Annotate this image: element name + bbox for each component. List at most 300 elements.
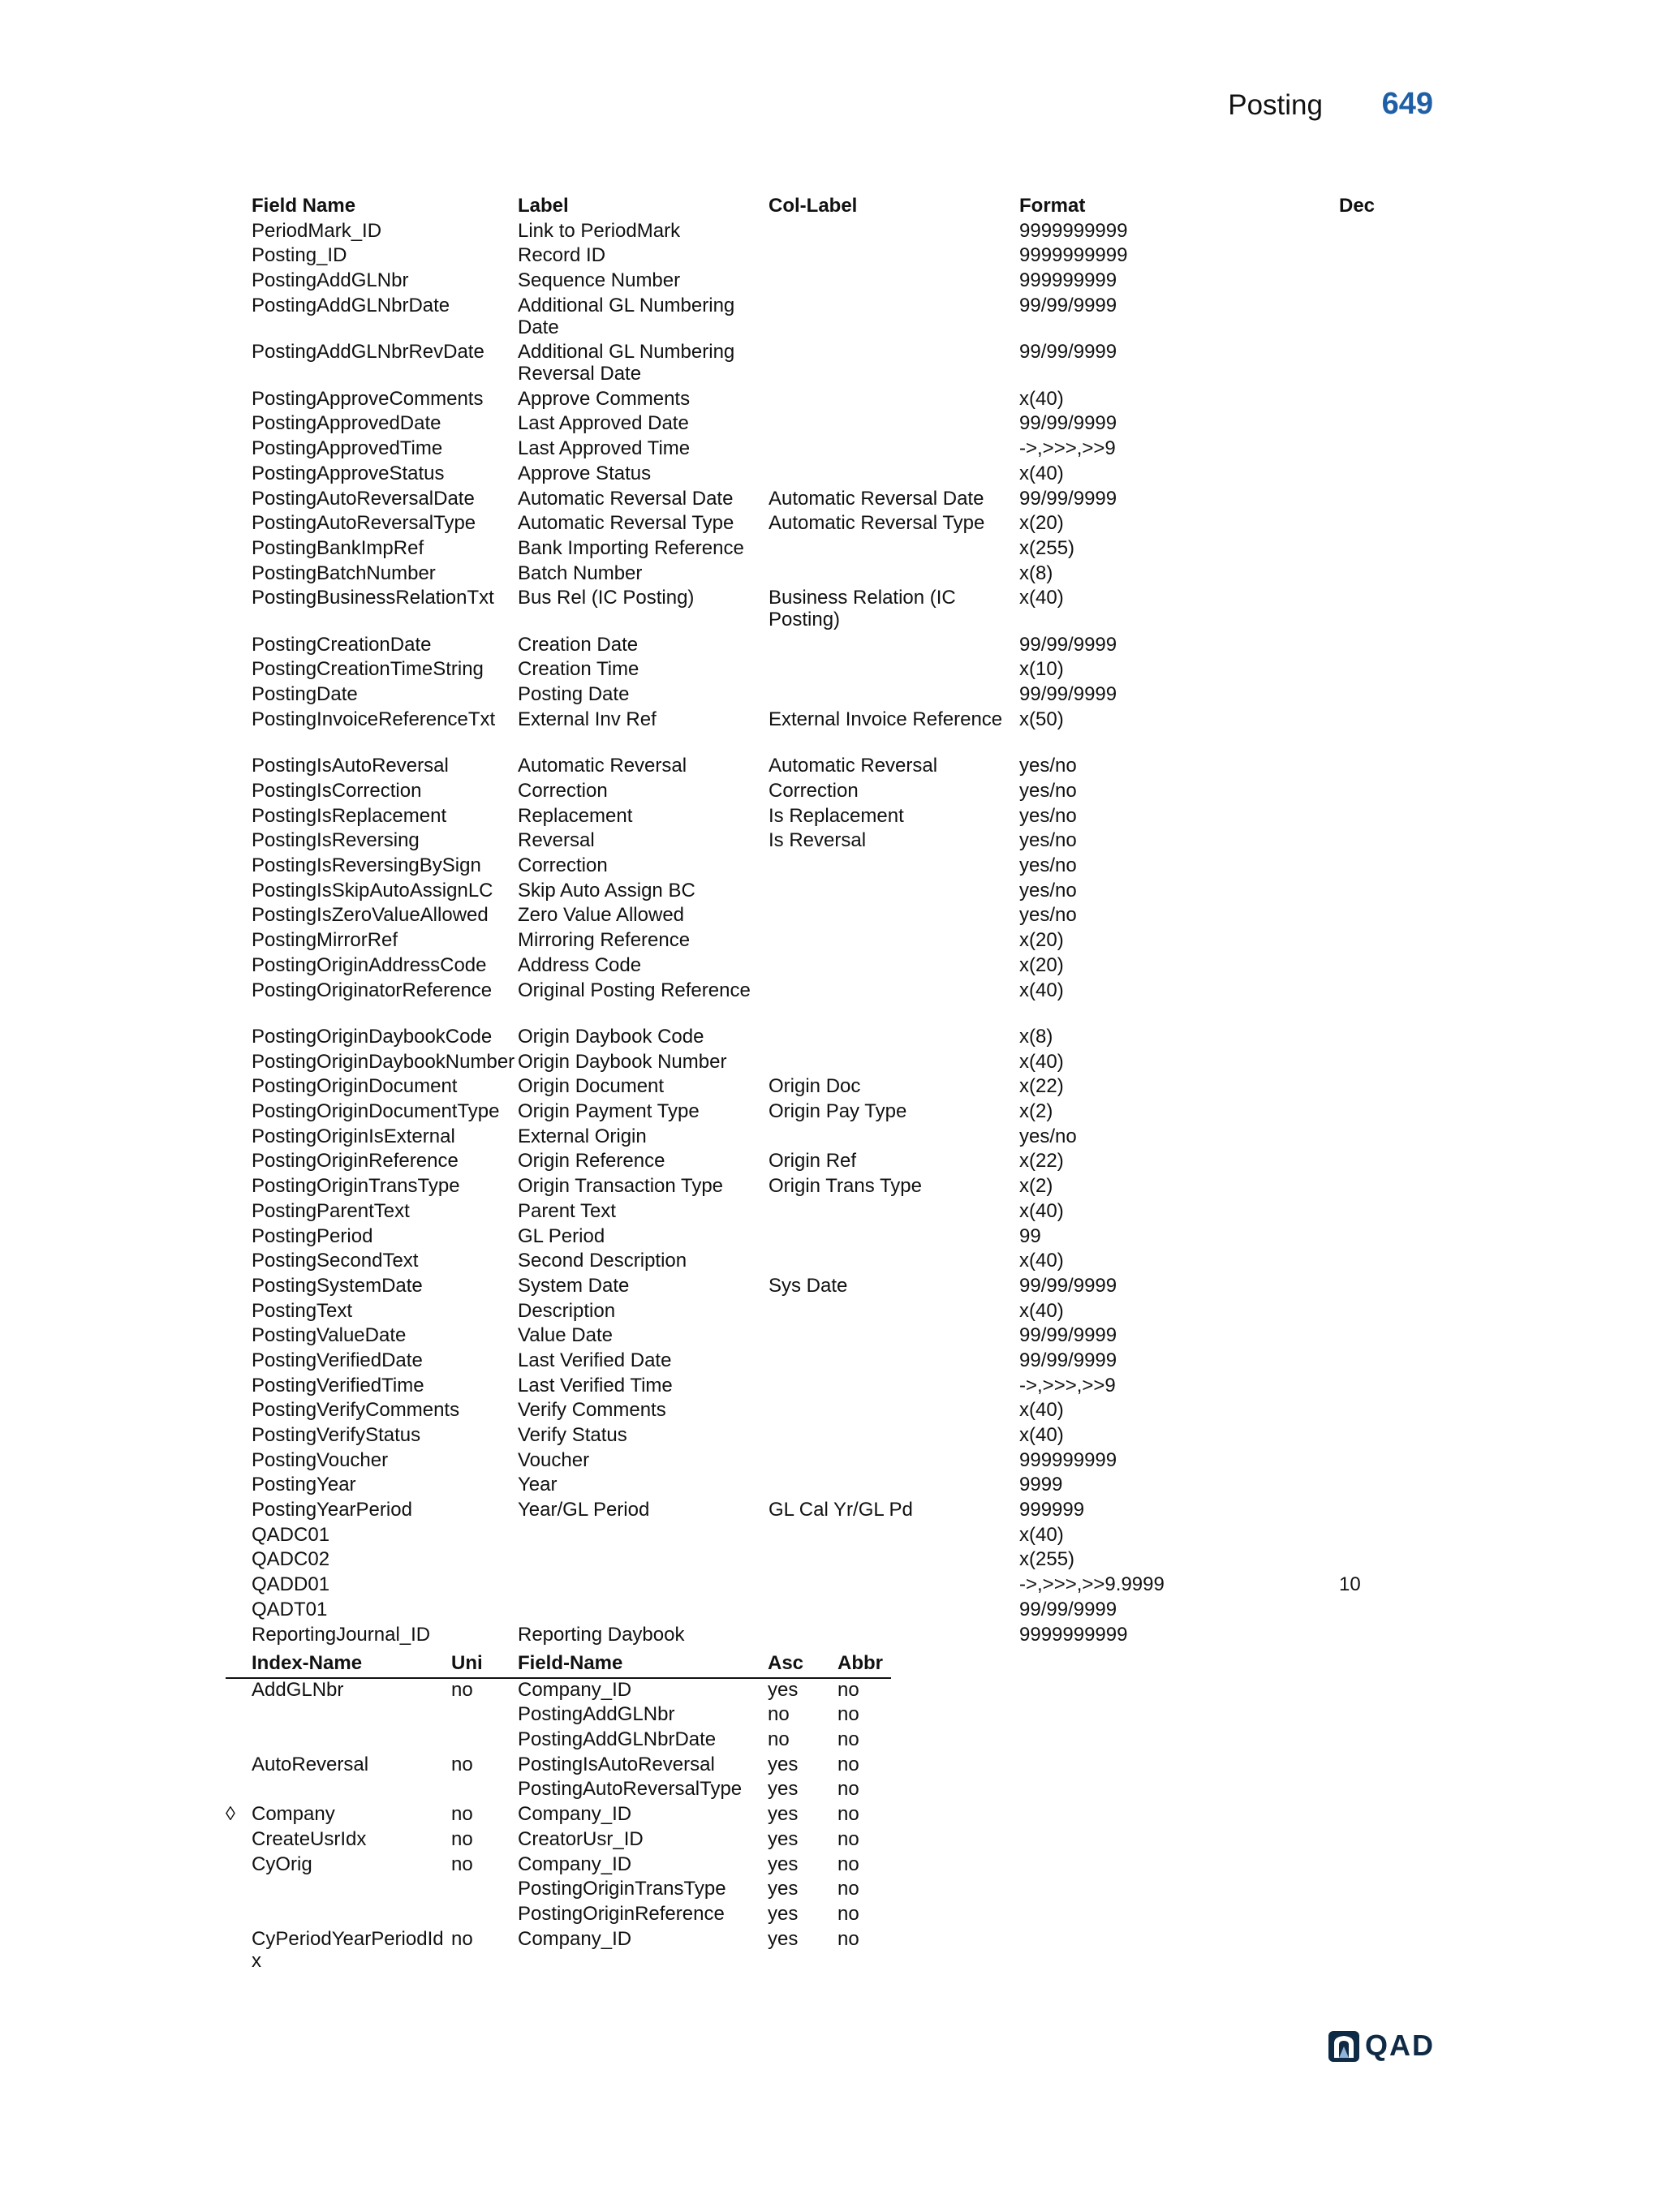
field-name-cell: PostingOriginAddressCode: [252, 953, 487, 976]
abbr-cell: no: [837, 1878, 859, 1900]
dec-cell: 10: [1339, 1573, 1361, 1596]
field-name-cell: PostingSecondText: [252, 1250, 419, 1272]
field-row: [252, 1399, 1420, 1424]
format-cell: 99/99/9999: [1019, 1349, 1117, 1371]
field-name-cell: PostingParentText: [252, 1199, 410, 1222]
field-row: [252, 1075, 1420, 1100]
index-name-cell: CyPeriodYearPeriodIdx: [252, 1927, 444, 1972]
field-name-cell: PostingIsAutoReversal: [252, 755, 449, 777]
index-row: [226, 1703, 891, 1728]
index-table-header: [226, 1652, 891, 1679]
field-row: [252, 780, 1420, 805]
header-field-name: Field-Name: [518, 1652, 623, 1674]
header-dec: Dec: [1339, 195, 1376, 217]
label-cell: Origin Daybook Code: [518, 1026, 704, 1048]
field-row: [252, 634, 1420, 659]
asc-cell: yes: [768, 1927, 799, 1950]
field-name-cell: PostingYearPeriod: [252, 1499, 412, 1521]
format-cell: x(40): [1019, 1199, 1064, 1222]
field-name-cell: PostingYear: [252, 1474, 356, 1496]
format-cell: 9999999999: [1019, 244, 1128, 267]
field-row: [252, 1275, 1420, 1300]
header-col-label: Col-Label: [769, 195, 858, 217]
col-label-cell: Origin Trans Type: [769, 1175, 922, 1198]
header-uni: Uni: [451, 1652, 483, 1674]
label-cell: Automatic Reversal: [518, 755, 687, 777]
format-cell: x(40): [1019, 1299, 1064, 1322]
index-name-cell: AutoReversal: [252, 1753, 369, 1775]
field-row: [252, 979, 1420, 1026]
label-cell: External Inv Ref: [518, 708, 657, 730]
label-cell: Address Code: [518, 953, 642, 976]
field-row: [252, 1125, 1420, 1151]
field-name-cell: ReportingJournal_ID: [252, 1623, 431, 1646]
label-cell: GL Period: [518, 1224, 605, 1247]
format-cell: x(20): [1019, 512, 1064, 535]
uni-cell: no: [451, 1927, 473, 1950]
format-cell: yes/no: [1019, 829, 1077, 852]
abbr-cell: no: [837, 1827, 859, 1850]
field-name-cell: PostingIsReversingBySign: [252, 854, 481, 877]
index-row: [226, 1878, 891, 1903]
field-row: [252, 587, 1420, 634]
index-row: [226, 1778, 891, 1803]
label-cell: Original Posting Reference: [518, 979, 751, 1001]
format-cell: yes/no: [1019, 904, 1077, 927]
label-cell: Additional GL Numbering Reversal Date: [518, 341, 735, 385]
format-cell: 9999999999: [1019, 219, 1128, 242]
field-row: [252, 1474, 1420, 1499]
format-cell: 99/99/9999: [1019, 294, 1117, 316]
label-cell: Correction: [518, 780, 608, 802]
field-name-cell: PostingIsSkipAutoAssignLC: [252, 879, 493, 902]
field-name-cell: PostingValueDate: [252, 1324, 407, 1347]
field-row: [252, 880, 1420, 905]
field-row: [252, 1175, 1420, 1200]
format-cell: x(20): [1019, 929, 1064, 952]
field-name-cell: PostingIsCorrection: [252, 780, 422, 802]
field-row: [252, 1026, 1420, 1051]
field-name-cell: PostingOriginTransType: [252, 1175, 460, 1198]
field-name-cell: QADD01: [252, 1573, 330, 1596]
label-cell: Description: [518, 1299, 616, 1322]
field-row: [252, 1200, 1420, 1225]
field-row: [252, 295, 1420, 342]
format-cell: x(40): [1019, 1250, 1064, 1272]
label-cell: Year: [518, 1474, 558, 1496]
label-cell: Replacement: [518, 804, 633, 827]
field-name-cell: PostingAutoReversalType: [518, 1778, 743, 1801]
format-cell: 99/99/9999: [1019, 1598, 1117, 1620]
label-cell: Approve Comments: [518, 387, 691, 410]
field-name-cell: PostingAddGLNbrRevDate: [252, 341, 484, 364]
field-row: [252, 1300, 1420, 1325]
field-name-cell: PostingAddGLNbrDate: [252, 294, 450, 316]
col-label-cell: Sys Date: [769, 1274, 848, 1297]
field-row: [252, 412, 1420, 437]
format-cell: x(40): [1019, 587, 1064, 609]
index-row: [226, 1928, 891, 1975]
label-cell: Record ID: [518, 244, 606, 267]
index-row: [226, 1803, 891, 1828]
field-name-cell: PostingInvoiceReferenceTxt: [252, 708, 496, 730]
format-cell: yes/no: [1019, 879, 1077, 902]
format-cell: x(40): [1019, 387, 1064, 410]
format-cell: x(10): [1019, 658, 1064, 681]
field-row: [252, 954, 1420, 979]
qad-logo: [1328, 2030, 1448, 2063]
format-cell: x(22): [1019, 1075, 1064, 1098]
label-cell: Reversal: [518, 829, 595, 852]
field-name-cell: PostingApproveStatus: [252, 462, 445, 484]
field-name-cell: PostingIsAutoReversal: [518, 1753, 715, 1775]
index-name-cell: Company: [252, 1803, 335, 1826]
header-abbr: Abbr: [837, 1652, 883, 1674]
label-cell: Second Description: [518, 1250, 687, 1272]
field-row: [252, 388, 1420, 413]
field-name-cell: PostingVerifyStatus: [252, 1424, 421, 1446]
format-cell: x(40): [1019, 1399, 1064, 1422]
field-row: [252, 1100, 1420, 1125]
abbr-cell: no: [837, 1703, 859, 1726]
label-cell: Year/GL Period: [518, 1499, 650, 1521]
format-cell: 99/99/9999: [1019, 487, 1117, 510]
uni-cell: no: [451, 1753, 473, 1775]
col-label-cell: Origin Pay Type: [769, 1100, 907, 1123]
format-cell: yes/no: [1019, 1125, 1077, 1147]
field-name-cell: PostingPeriod: [252, 1224, 373, 1247]
format-cell: yes/no: [1019, 854, 1077, 877]
format-cell: 99/99/9999: [1019, 1274, 1117, 1297]
abbr-cell: no: [837, 1753, 859, 1775]
field-name-cell: PostingOriginIsExternal: [252, 1125, 455, 1147]
field-name-cell: PostingCreationDate: [252, 633, 432, 656]
asc-cell: yes: [768, 1778, 799, 1801]
format-cell: x(8): [1019, 562, 1053, 584]
field-name-cell: PostingApprovedDate: [252, 412, 441, 435]
col-label-cell: Business Relation (IC Posting): [769, 587, 956, 631]
field-row: [252, 1225, 1420, 1250]
field-row: [252, 1150, 1420, 1175]
format-cell: yes/no: [1019, 755, 1077, 777]
abbr-cell: no: [837, 1927, 859, 1950]
field-row: [252, 463, 1420, 488]
header-asc: Asc: [768, 1652, 804, 1674]
label-cell: Sequence Number: [518, 269, 681, 292]
format-cell: 9999: [1019, 1474, 1063, 1496]
label-cell: Origin Reference: [518, 1150, 665, 1173]
format-cell: 99/99/9999: [1019, 1324, 1117, 1347]
label-cell: System Date: [518, 1274, 630, 1297]
field-row: [252, 1324, 1420, 1349]
field-name-cell: CreatorUsr_ID: [518, 1827, 644, 1850]
field-row: [252, 244, 1420, 269]
uni-cell: no: [451, 1678, 473, 1701]
label-cell: Reporting Daybook: [518, 1623, 685, 1646]
format-cell: 999999999: [1019, 269, 1117, 292]
index-name-cell: CreateUsrIdx: [252, 1827, 367, 1850]
field-name-cell: PostingOriginDocument: [252, 1075, 458, 1098]
label-cell: Automatic Reversal Date: [518, 487, 734, 510]
format-cell: x(40): [1019, 979, 1064, 1001]
format-cell: 999999999: [1019, 1448, 1117, 1471]
label-cell: Bank Importing Reference: [518, 536, 744, 559]
field-name-cell: PostingAddGLNbr: [252, 269, 409, 292]
format-cell: 99/99/9999: [1019, 412, 1117, 435]
label-cell: Posting Date: [518, 683, 630, 706]
field-row: [252, 805, 1420, 830]
format-cell: yes/no: [1019, 780, 1077, 802]
format-cell: x(255): [1019, 1548, 1075, 1571]
field-row: [252, 1624, 1420, 1649]
format-cell: x(22): [1019, 1150, 1064, 1173]
index-name-cell: AddGLNbr: [252, 1678, 344, 1701]
field-name-cell: PostingApproveComments: [252, 387, 484, 410]
field-row: [252, 1424, 1420, 1449]
field-row: [252, 269, 1420, 295]
field-row: [252, 829, 1420, 854]
label-cell: External Origin: [518, 1125, 647, 1147]
asc-cell: yes: [768, 1827, 799, 1850]
col-label-cell: Is Reversal: [769, 829, 867, 852]
label-cell: Last Verified Date: [518, 1349, 672, 1371]
format-cell: x(2): [1019, 1175, 1053, 1198]
section-title: Posting: [1228, 89, 1323, 121]
field-name-cell: PostingSystemDate: [252, 1274, 423, 1297]
field-name-cell: PostingVerifiedTime: [252, 1374, 424, 1396]
uni-cell: no: [451, 1803, 473, 1826]
field-name-cell: PostingDate: [252, 683, 358, 706]
format-cell: 99/99/9999: [1019, 683, 1117, 706]
field-row: [252, 1499, 1420, 1524]
label-cell: Additional GL Numbering Date: [518, 294, 735, 338]
field-name-cell: QADC02: [252, 1548, 330, 1571]
label-cell: Creation Time: [518, 658, 639, 681]
label-cell: Correction: [518, 854, 608, 877]
field-row: [252, 708, 1420, 755]
field-name-cell: PostingBatchNumber: [252, 562, 436, 584]
format-cell: x(255): [1019, 536, 1075, 559]
field-row: [252, 929, 1420, 954]
header-format: Format: [1019, 195, 1086, 217]
col-label-cell: Automatic Reversal: [769, 755, 938, 777]
field-name-cell: PostingIsReplacement: [252, 804, 447, 827]
format-cell: x(40): [1019, 1424, 1064, 1446]
label-cell: Mirroring Reference: [518, 929, 691, 952]
field-name-cell: PostingAddGLNbrDate: [518, 1728, 717, 1751]
asc-cell: no: [768, 1728, 790, 1751]
label-cell: Zero Value Allowed: [518, 904, 685, 927]
format-cell: ->,>>>,>>9: [1019, 437, 1116, 460]
field-name-cell: PostingOriginDaybookNumber: [252, 1050, 515, 1073]
col-label-cell: Origin Doc: [769, 1075, 861, 1098]
index-table: [226, 1652, 891, 1974]
index-name-cell: CyOrig: [252, 1853, 312, 1875]
field-row: [252, 1548, 1420, 1573]
field-name-cell: Company_ID: [518, 1853, 632, 1875]
field-name-cell: PostingOriginatorReference: [252, 979, 493, 1001]
label-cell: Origin Payment Type: [518, 1100, 700, 1123]
format-cell: ->,>>>,>>9: [1019, 1374, 1116, 1396]
field-row: [252, 220, 1420, 245]
field-name-cell: PeriodMark_ID: [252, 219, 382, 242]
field-name-cell: PostingOriginTransType: [518, 1878, 726, 1900]
format-cell: 999999: [1019, 1499, 1085, 1521]
format-cell: x(8): [1019, 1026, 1053, 1048]
field-row: [252, 755, 1420, 780]
logo-text: QAD: [1365, 2029, 1435, 2062]
field-name-cell: QADT01: [252, 1598, 328, 1620]
field-row: [252, 341, 1420, 388]
label-cell: Origin Document: [518, 1075, 665, 1098]
asc-cell: yes: [768, 1803, 799, 1826]
field-row: [252, 1250, 1420, 1275]
header-field-name: Field Name: [252, 195, 356, 217]
field-name-cell: PostingVoucher: [252, 1448, 389, 1471]
label-cell: Verify Comments: [518, 1399, 666, 1422]
field-name-cell: Company_ID: [518, 1678, 632, 1701]
field-row: [252, 488, 1420, 513]
field-name-cell: QADC01: [252, 1523, 330, 1546]
label-cell: Parent Text: [518, 1199, 616, 1222]
index-marker: ◊: [226, 1803, 235, 1826]
field-name-cell: PostingVerifyComments: [252, 1399, 460, 1422]
label-cell: Batch Number: [518, 562, 643, 584]
field-row: [252, 562, 1420, 587]
field-row: [252, 1573, 1420, 1599]
format-cell: 99/99/9999: [1019, 633, 1117, 656]
format-cell: x(50): [1019, 708, 1064, 730]
header-index-name: Index-Name: [252, 1652, 363, 1674]
index-row: [226, 1903, 891, 1928]
field-row: [252, 512, 1420, 537]
label-cell: Verify Status: [518, 1424, 627, 1446]
field-name-cell: Posting_ID: [252, 244, 347, 267]
col-label-cell: Is Replacement: [769, 804, 904, 827]
format-cell: x(40): [1019, 1523, 1064, 1546]
label-cell: Bus Rel (IC Posting): [518, 587, 695, 609]
header-label: Label: [518, 195, 569, 217]
label-cell: Origin Transaction Type: [518, 1175, 724, 1198]
format-cell: x(40): [1019, 1050, 1064, 1073]
format-cell: 99/99/9999: [1019, 341, 1117, 364]
label-cell: Approve Status: [518, 462, 652, 484]
uni-cell: no: [451, 1853, 473, 1875]
format-cell: ->,>>>,>>9.9999: [1019, 1573, 1165, 1596]
field-row: [252, 1051, 1420, 1076]
field-name-cell: PostingOriginReference: [252, 1150, 459, 1173]
format-cell: x(2): [1019, 1100, 1053, 1123]
asc-cell: yes: [768, 1753, 799, 1775]
page-header: [0, 89, 1433, 130]
field-name-cell: PostingText: [252, 1299, 353, 1322]
page-number: 649: [1381, 87, 1433, 121]
field-row: [252, 1375, 1420, 1400]
format-cell: x(20): [1019, 953, 1064, 976]
abbr-cell: no: [837, 1778, 859, 1801]
field-name-cell: PostingOriginDaybookCode: [252, 1026, 493, 1048]
index-row: [226, 1828, 891, 1853]
asc-cell: yes: [768, 1853, 799, 1875]
field-name-cell: PostingApprovedTime: [252, 437, 443, 460]
field-row: [252, 683, 1420, 708]
index-row: [226, 1853, 891, 1878]
asc-cell: yes: [768, 1902, 799, 1925]
field-name-cell: PostingOriginDocumentType: [252, 1100, 500, 1123]
col-label-cell: External Invoice Reference: [769, 708, 1003, 730]
label-cell: Origin Daybook Number: [518, 1050, 727, 1073]
format-cell: 9999999999: [1019, 1623, 1128, 1646]
index-row: [226, 1728, 891, 1754]
index-row: [226, 1679, 891, 1704]
field-name-cell: PostingBusinessRelationTxt: [252, 587, 494, 609]
format-cell: x(40): [1019, 462, 1064, 484]
field-name-cell: PostingAutoReversalDate: [252, 487, 475, 510]
abbr-cell: no: [837, 1728, 859, 1751]
asc-cell: no: [768, 1703, 790, 1726]
field-row: [252, 537, 1420, 562]
field-name-cell: PostingMirrorRef: [252, 929, 398, 952]
uni-cell: no: [451, 1827, 473, 1850]
col-label-cell: Automatic Reversal Type: [769, 512, 985, 535]
field-row: [252, 1524, 1420, 1549]
qad-logo-icon: [1328, 2030, 1360, 2063]
field-name-cell: PostingAutoReversalType: [252, 512, 476, 535]
field-row: [252, 658, 1420, 683]
field-name-cell: PostingBankImpRef: [252, 536, 424, 559]
field-row: [252, 854, 1420, 880]
label-cell: Last Verified Time: [518, 1374, 673, 1396]
label-cell: Value Date: [518, 1324, 613, 1347]
field-row: [252, 904, 1420, 929]
field-name-cell: PostingOriginReference: [518, 1902, 725, 1925]
field-name-cell: PostingCreationTimeString: [252, 658, 484, 681]
field-name-cell: PostingIsReversing: [252, 829, 420, 852]
col-label-cell: GL Cal Yr/GL Pd: [769, 1499, 913, 1521]
asc-cell: yes: [768, 1878, 799, 1900]
col-label-cell: Correction: [769, 780, 859, 802]
format-cell: 99: [1019, 1224, 1041, 1247]
abbr-cell: no: [837, 1902, 859, 1925]
asc-cell: yes: [768, 1678, 799, 1701]
label-cell: Link to PeriodMark: [518, 219, 681, 242]
label-cell: Skip Auto Assign BC: [518, 879, 695, 902]
field-table: [252, 195, 1420, 1648]
field-row: [252, 437, 1420, 463]
col-label-cell: Automatic Reversal Date: [769, 487, 984, 510]
abbr-cell: no: [837, 1678, 859, 1701]
label-cell: Voucher: [518, 1448, 590, 1471]
label-cell: Automatic Reversal Type: [518, 512, 734, 535]
index-row: [226, 1754, 891, 1779]
field-table-header: [252, 195, 1420, 220]
field-name-cell: PostingAddGLNbr: [518, 1703, 675, 1726]
label-cell: Last Approved Time: [518, 437, 691, 460]
col-label-cell: Origin Ref: [769, 1150, 857, 1173]
label-cell: Creation Date: [518, 633, 639, 656]
field-name-cell: PostingVerifiedDate: [252, 1349, 423, 1371]
field-row: [252, 1449, 1420, 1474]
field-name-cell: PostingIsZeroValueAllowed: [252, 904, 489, 927]
field-row: [252, 1349, 1420, 1375]
abbr-cell: no: [837, 1853, 859, 1875]
abbr-cell: no: [837, 1803, 859, 1826]
field-name-cell: Company_ID: [518, 1927, 632, 1950]
label-cell: Last Approved Date: [518, 412, 689, 435]
field-name-cell: Company_ID: [518, 1803, 632, 1826]
format-cell: yes/no: [1019, 804, 1077, 827]
field-row: [252, 1599, 1420, 1624]
